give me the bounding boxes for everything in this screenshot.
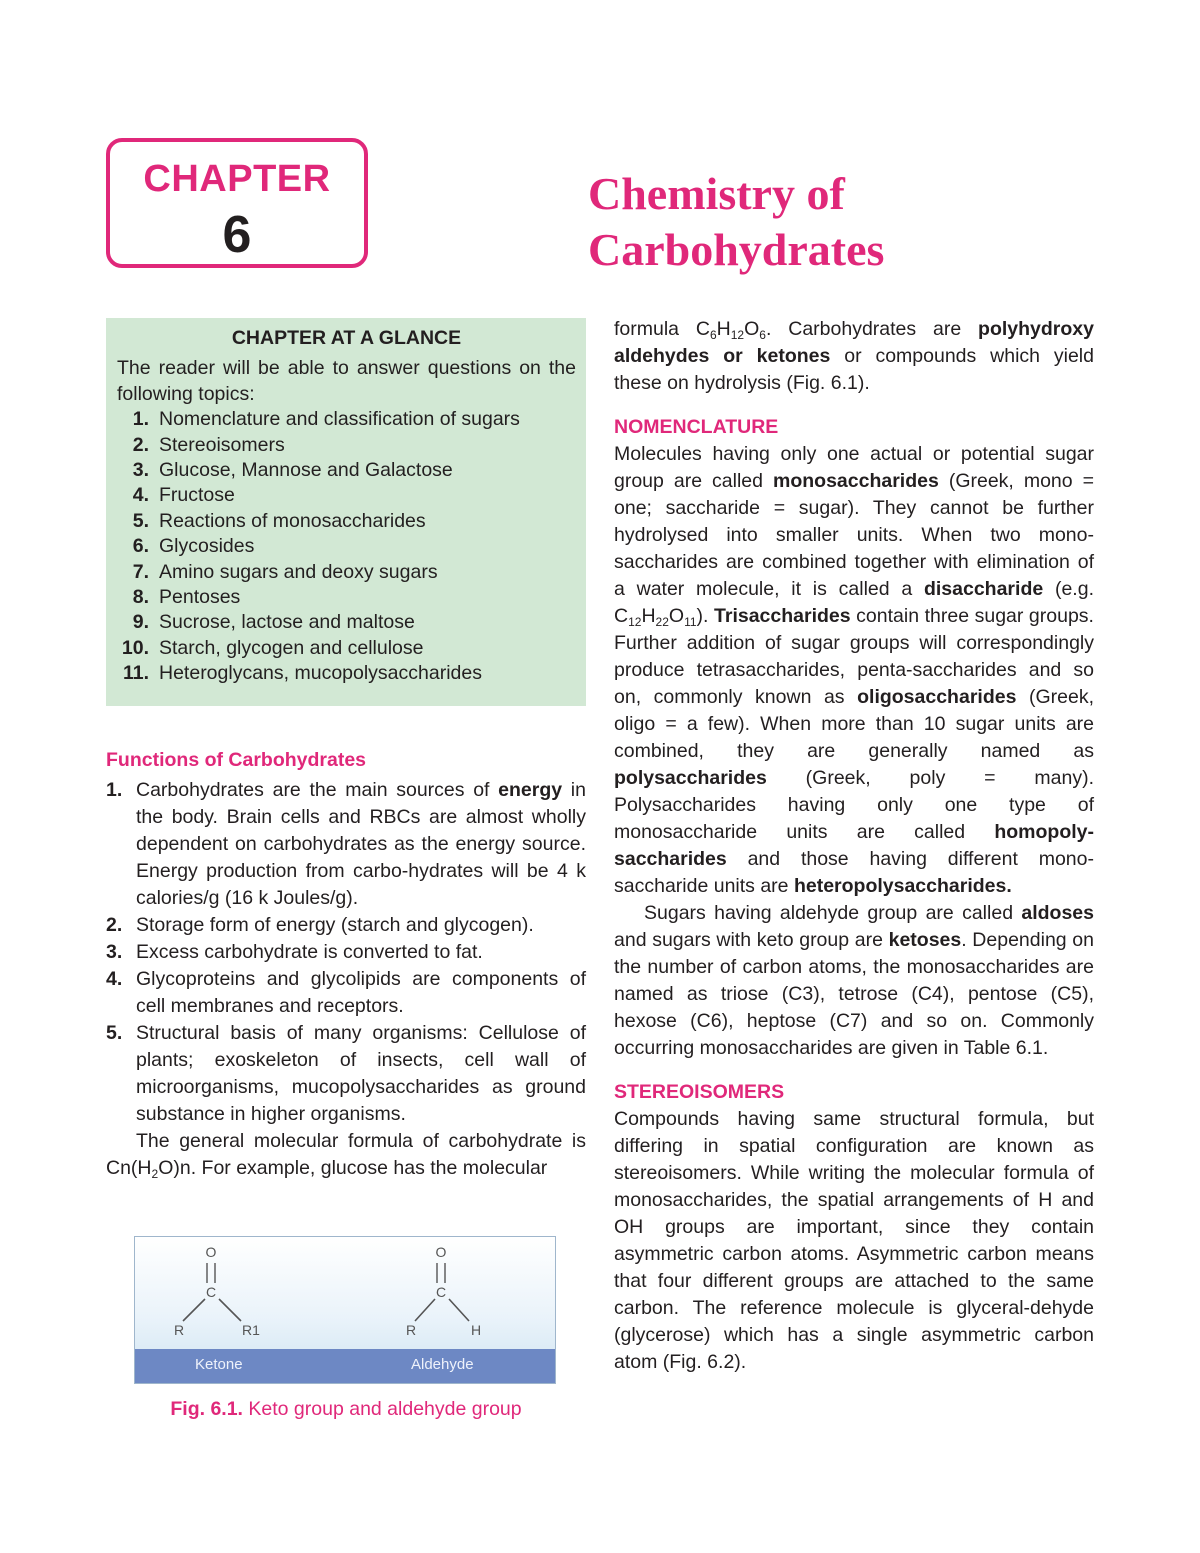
bold-term: monosaccharides [773, 470, 939, 492]
item-text: Fructose [159, 484, 235, 507]
text-span: contain three sugar groups. Further addition of sugar groups will correspondingly produce tetrasaccharides, penta-saccharides and so on, commonly known as [614, 605, 1094, 708]
item-text: Glycoproteins and glycolipids are components of cell membranes and receptors. [136, 968, 586, 1017]
text-span: (Greek, oligo = a few). When more than 10 sugar units are combined, they are generally named as [614, 686, 1094, 762]
item-text: Storage form of energy (starch and glycogen). [136, 914, 534, 936]
glance-topic-list [117, 407, 576, 686]
item-text: Stereoisomers [159, 433, 285, 456]
text-span: and sugars with keto group are [614, 929, 889, 951]
subscript: 6 [759, 328, 766, 342]
item-number: 3. [106, 941, 123, 963]
list-item [117, 407, 576, 432]
text-span: ). [696, 605, 715, 627]
formula-text-a: The general molecular formula of carbohydrate is Cn(H [106, 1130, 586, 1179]
item-number: 8. [132, 586, 149, 609]
item-text: Reactions of monosaccharides [159, 509, 426, 532]
functions-list [106, 777, 586, 1128]
item-text: Glucose, Mannose and Galactose [159, 459, 453, 482]
functions-heading: Functions of Carbohydrates [106, 749, 367, 771]
figure-label-bar [135, 1349, 555, 1383]
text-span: O [668, 605, 685, 627]
item-text: Nomenclature and classification of sugars [159, 408, 520, 431]
list-item [117, 534, 576, 559]
item-number: 1. [106, 779, 123, 801]
text-span: (e.g. C [614, 578, 1094, 627]
formula-subscript: 2 [151, 1167, 159, 1181]
chapter-label: CHAPTER [143, 158, 331, 200]
subscript: 22 [655, 615, 669, 629]
text-span: or compounds which yield these on hydrolysis (Fig. 6.1). [614, 345, 1094, 394]
list-item [117, 509, 576, 534]
subscript: 6 [709, 328, 717, 342]
text-span: formula C [614, 318, 710, 340]
intro-paragraph [614, 316, 1094, 397]
item-text-after: in the body. Brain cells and RBCs are almost wholly dependent on carbohydrates as the energy source. Energy production from carbo-hydrates will be 4 k calories/g (16 k Joules/g). [136, 779, 586, 909]
glance-heading: CHAPTER AT A GLANCE [231, 327, 462, 349]
text-span: (Greek, poly = many). Polysaccharides having only one type of monosaccharide units are called [614, 767, 1094, 843]
text-span: O [744, 318, 760, 340]
item-number: 5. [132, 509, 149, 532]
item-number: 1. [132, 408, 149, 431]
text-span: (Greek, mono = one; saccharide = sugar). They cannot be further hydrolysed into smaller units. When two mono-saccharides are combined together with elimination of a water molecule, it is called a [614, 470, 1094, 600]
list-item [106, 966, 586, 1020]
bold-term: oligosaccharides [857, 686, 1017, 708]
nomenclature-paragraph [614, 441, 1094, 900]
item-number: 3. [132, 459, 149, 482]
bold-term: ketoses [888, 929, 962, 951]
aldehyde-carbon-label: C [435, 1284, 447, 1300]
ketone-carbon-label: C [205, 1284, 217, 1300]
item-number: 4. [132, 484, 149, 507]
item-number: 5. [106, 1022, 123, 1044]
list-item [117, 585, 576, 610]
text-span: . Depending on the number of carbon atoms, the monosaccharides are named as triose (C3), tetrose (C4), pentose (C5), hexose (C6), heptose (C7) and so on. Commonly occurring monosaccharides are given in Table 6.1. [614, 929, 1094, 1059]
aldehyde-right-bond [449, 1299, 469, 1321]
list-item [106, 777, 586, 912]
chapter-number: 6 [222, 206, 252, 264]
item-text: Starch, glycogen and cellulose [159, 636, 424, 659]
list-item [106, 939, 586, 966]
subscript: 12 [628, 615, 642, 629]
aldehyde-structure [406, 1244, 481, 1338]
glance-intro: The reader will be able to answer questions on the following topics: [117, 357, 576, 405]
text-span: and those having different mono-saccharide units are [614, 848, 1094, 897]
subscript: 11 [684, 615, 697, 629]
title-line-1: Chemistry of [588, 168, 845, 219]
bold-term: polyhydroxy aldehydes or ketones [614, 318, 1094, 367]
bold-term: Trisaccharides [714, 605, 851, 627]
list-item [117, 433, 576, 458]
general-formula-paragraph [106, 1128, 586, 1182]
ketone-left-group: R [173, 1322, 185, 1338]
item-text: Heteroglycans, mucopolysaccharides [159, 662, 482, 685]
bold-term: aldoses [1021, 902, 1094, 924]
stereoisomers-paragraph: Compounds having same structural formula, but differing in spatial configuration are known as stereoisomers. While writing the molecular formula of monosaccharides, the spatial arrangements of H and OH groups are important, since they contain asymmetric carbon atoms. Asymmetric carbon means that four different groups are attached to the same carbon. The reference molecule is glyceral-dehyde (glycerose) which has a single asymmetric carbon atom (Fig. 6.2). [614, 1108, 1094, 1373]
item-text: Excess carbohydrate is converted to fat. [136, 941, 483, 963]
bold-term: disaccharide [923, 578, 1044, 600]
item-text: Glycosides [159, 535, 255, 558]
text-span: H [716, 318, 731, 340]
aldoses-ketoses-paragraph [614, 900, 1094, 1062]
aldehyde-label: Aldehyde [411, 1356, 474, 1373]
stereoisomers-heading: STEREOISOMERS [614, 1081, 785, 1103]
text-span: . Carbohydrates are [765, 318, 979, 340]
functions-section [106, 747, 586, 1182]
item-number: 9. [132, 611, 149, 634]
item-number: 7. [132, 560, 149, 583]
aldehyde-left-bond [415, 1299, 435, 1321]
ketone-structure [174, 1244, 260, 1338]
item-number: 6. [132, 535, 149, 558]
chapter-at-a-glance-box [106, 318, 586, 706]
chapter-title [588, 166, 884, 278]
list-item [117, 661, 576, 686]
ketone-left-bond [183, 1299, 205, 1321]
chapter-box [106, 138, 368, 268]
text-span: H [641, 605, 656, 627]
item-number: 4. [106, 968, 123, 990]
figure-number: Fig. 6.1. [170, 1398, 243, 1420]
ketone-oxygen-label: O [205, 1244, 217, 1260]
right-column [614, 316, 1094, 1376]
aldehyde-oxygen-label: O [435, 1244, 447, 1260]
aldehyde-left-group: R [405, 1322, 417, 1338]
item-text: Pentoses [159, 586, 241, 609]
bold-term: heteropolysaccharides. [793, 875, 1012, 897]
list-item [117, 636, 576, 661]
ketone-label: Ketone [195, 1356, 243, 1373]
list-item [117, 483, 576, 508]
text-span: Molecules having only one actual or potential sugar group are called [614, 443, 1094, 492]
item-text-before: Carbohydrates are the main sources of [136, 779, 499, 801]
aldehyde-right-group: H [470, 1322, 482, 1338]
nomenclature-heading: NOMENCLATURE [614, 416, 779, 438]
item-text: Structural basis of many organisms: Cellulose of plants; exoskeleton of insects, cell wall of microorganisms, mucopolysaccharides as ground substance in higher organisms. [136, 1022, 586, 1125]
item-text: Sucrose, lactose and maltose [159, 611, 415, 634]
formula-text-b: O)n. For example, glucose has the molecular [158, 1157, 548, 1179]
list-item [106, 912, 586, 939]
subscript: 12 [730, 328, 745, 342]
text-span: Sugars having aldehyde group are called [644, 902, 1022, 924]
list-item [117, 458, 576, 483]
figure-caption [106, 1398, 586, 1421]
item-text-bold: energy [498, 779, 563, 801]
item-text: Amino sugars and deoxy sugars [159, 560, 438, 583]
list-item [117, 610, 576, 635]
title-line-2: Carbohydrates [588, 224, 885, 275]
ketone-right-bond [219, 1299, 241, 1321]
item-number: 2. [106, 914, 123, 936]
item-number: 10. [121, 636, 149, 659]
ketone-right-group: R1 [242, 1322, 260, 1338]
bold-term: polysaccharides [614, 767, 767, 789]
figure-keto-aldehyde [134, 1236, 556, 1384]
item-number: 2. [132, 433, 149, 456]
list-item [117, 560, 576, 585]
item-number: 11. [122, 662, 149, 685]
list-item [106, 1020, 586, 1128]
bold-term: homopoly-saccharides [614, 821, 1094, 870]
figure-caption-text: Keto group and aldehyde group [242, 1398, 522, 1420]
